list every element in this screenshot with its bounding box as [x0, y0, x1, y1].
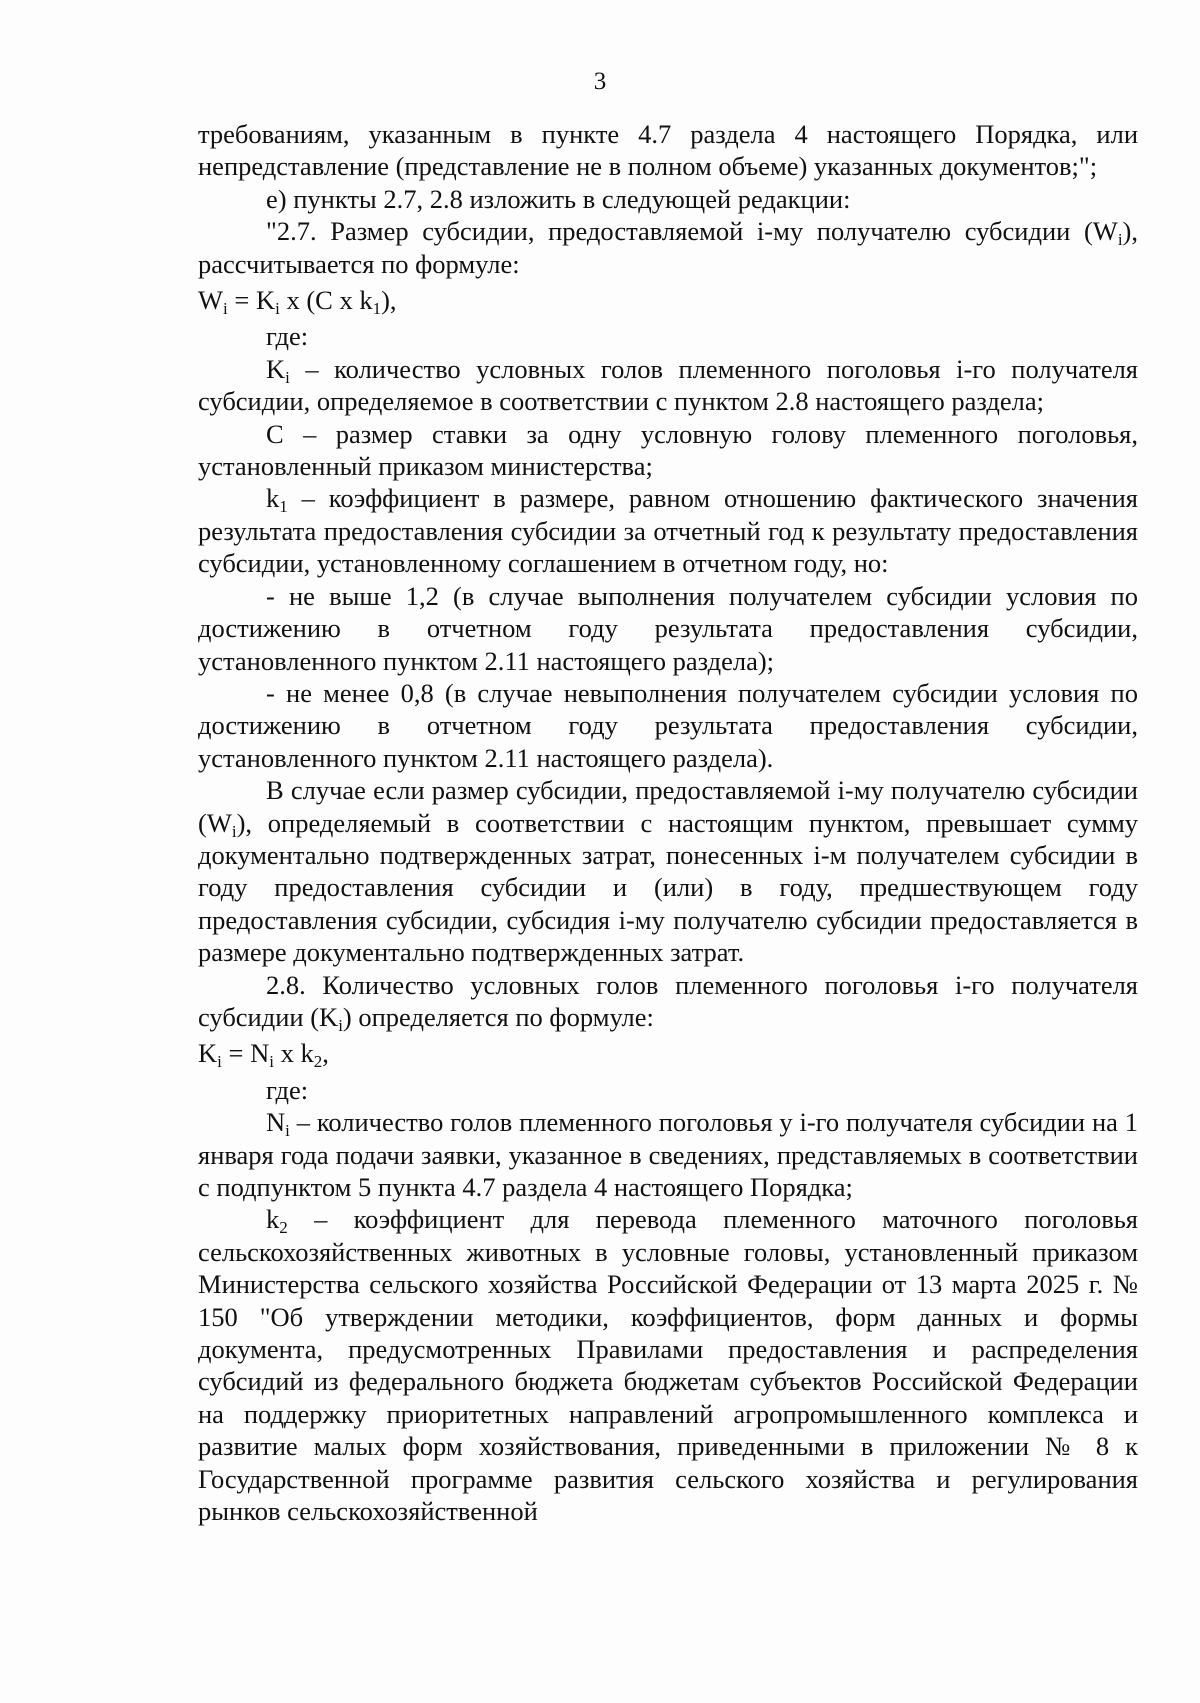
paragraph-where-2	[198, 1074, 1138, 1106]
subscript: i	[338, 1015, 343, 1035]
variable: k	[266, 1204, 280, 1235]
paragraph-text: – коэффициент для перевода племенного маточного поголовья сельскохозяйственных животных в условные головы, установленный приказом Министерства сельского хозяйства Российской Федерации от 13 марта 2025 г. № 150 "Об утверждении методики, коэффициентов, форм данных и формы документа, предусмотренных Правилами предоставления и распределения субсидий из федерального бюджета бюджетам субъектов Российской Федерации на поддержку приоритетных направлений агропромышленного комплекса и развитие малых форм хозяйствования, приведенными в приложении № 8 к Государственной программе развития сельского хозяйства и регулирования рынков сельскохозяйственной	[198, 1204, 1138, 1527]
paragraph-text: – количество голов племенного поголовья у i-го получателя субсидии на 1 января года подачи заявки, указанное в сведениях, представляемых в соответствии с подпунктом 5 пункта 4.7 раздела 4 настоящего Порядка;	[198, 1107, 1138, 1202]
subscript: i	[285, 1121, 290, 1141]
paragraph-text: – количество условных голов племенного поголовья i-го получателя субсидии, определяемое в соответствии с пунктом 2.8 настоящего раздела;	[198, 353, 1138, 417]
formula-wi	[198, 284, 1138, 319]
paragraph-text: ), рассчитывается по формуле:	[198, 216, 1138, 279]
paragraph-where	[198, 320, 1138, 352]
paragraph-text: В случае если размер субсидии, предоставляемой i-му получателю субсидии (W	[198, 775, 1138, 838]
formula-part: ,	[322, 1038, 329, 1069]
subscript: 2	[279, 1218, 288, 1238]
formula-part: x (C x k	[279, 285, 373, 316]
paragraph-text: требованиям, указанным в пункте 4.7 раздела 4 настоящего Порядка, или непредставление (представление не в полном объеме) указанных документов;";	[198, 119, 1138, 182]
paragraph-continuation	[198, 118, 1138, 183]
paragraph-text: – коэффициент в размере, равном отношению фактического значения результата предоставления субсидии за отчетный год к результату предоставления субсидии, установленному соглашением в отчетном году, но:	[198, 483, 1138, 579]
paragraph-text: 2.8. Количество условных голов племенного поголовья i-го получателя субсидии (K	[198, 969, 1138, 1032]
document-body	[198, 118, 1138, 1527]
paragraph-2-7	[198, 215, 1138, 280]
variable: k	[266, 483, 280, 514]
formula-part: W	[198, 285, 224, 316]
subscript: 1	[372, 299, 382, 319]
paragraph-text: - не менее 0,8 (в случае невыполнения получателем субсидии условия по достижению в отчетном году результата предоставления субсидии, установленного пунктом 2.11 настоящего раздела).	[198, 677, 1138, 773]
page-number: 3	[593, 68, 607, 95]
subscript: 1	[279, 497, 288, 517]
paragraph-text: "2.7. Размер субсидии, предоставляемой i-му получателю субсидии (W	[266, 216, 1118, 247]
paragraph-item-e	[198, 183, 1138, 215]
subscript: i	[285, 367, 290, 387]
formula-part: = K	[227, 285, 276, 316]
subscript: i	[231, 821, 237, 841]
paragraph-k2-definition	[198, 1203, 1138, 1527]
paragraph-text: С – размер ставки за одну условную голову племенного поголовья, установленный приказом министерства;	[198, 418, 1138, 482]
paragraph-text: ) определяется по формуле:	[342, 1001, 654, 1032]
formula-part: = N	[221, 1038, 270, 1069]
paragraph-ni-definition	[198, 1106, 1138, 1203]
paragraph-k1-definition	[198, 482, 1138, 579]
paragraph-excess-case	[198, 774, 1138, 968]
paragraph-text: где:	[266, 321, 309, 352]
paragraph-text: ), определяемый в соответствии с настоящим пунктом, превышает сумму документально подтвержденных затрат, понесенных i-м получателем субсидии в году предоставления субсидии и (или) в году, предшествующем году предоставления субсидии, субсидия i-му получателю субсидии предоставляется в размере документально подтвержденных затрат.	[198, 807, 1138, 968]
paragraph-lower-limit	[198, 677, 1138, 774]
subscript: 2	[313, 1052, 323, 1072]
variable: N	[266, 1107, 286, 1138]
paragraph-upper-limit	[198, 580, 1138, 677]
subscript: i	[223, 299, 228, 319]
formula-part: ),	[381, 285, 397, 316]
subscript: i	[275, 299, 280, 319]
formula-part: K	[198, 1038, 218, 1069]
subscript: i	[217, 1052, 222, 1072]
paragraph-ki-definition	[198, 353, 1138, 418]
subscript: i	[1117, 230, 1123, 250]
paragraph-text: - не выше 1,2 (в случае выполнения получателем субсидии условия по достижению в отчетном году результата предоставления субсидии, установленного пунктом 2.11 настоящего раздела);	[198, 580, 1138, 676]
paragraph-text: е) пункты 2.7, 2.8 изложить в следующей редакции:	[266, 183, 851, 214]
formula-part: x k	[273, 1038, 314, 1069]
formula-ki	[198, 1037, 1138, 1072]
variable: K	[266, 353, 286, 384]
subscript: i	[269, 1052, 274, 1072]
paragraph-2-8	[198, 969, 1138, 1034]
paragraph-c-definition	[198, 418, 1138, 483]
paragraph-text: где:	[266, 1074, 309, 1105]
